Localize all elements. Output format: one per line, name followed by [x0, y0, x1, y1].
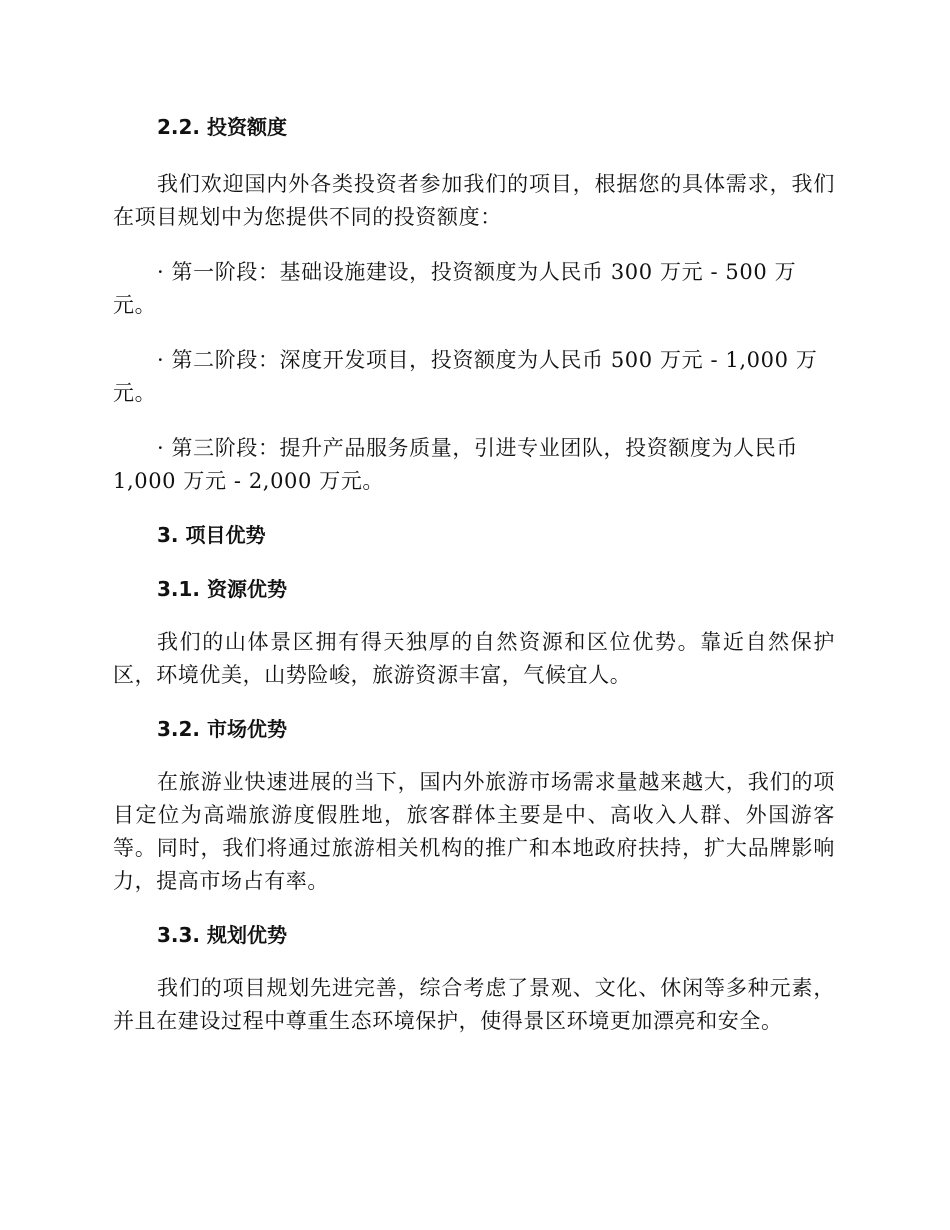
- section-heading-3-3: 3.3. 规划优势: [157, 923, 287, 947]
- paragraph-market-advantage: 在旅游业快速进展的当下，国内外旅游市场需求量越来越大，我们的项目定位为高端旅游度假胜地，旅客群体主要是中、高收入人群、外国游客等。同时，我们将通过旅游相关机构的推广和本地政府扶持，扩大品牌影响力，提高市场占有率。: [113, 770, 835, 893]
- section-heading-3-2: 3.2. 市场优势: [157, 717, 287, 741]
- paragraph-investment-intro: 我们欢迎国内外各类投资者参加我们的项目，根据您的具体需求，我们在项目规划中为您提供不同的投资额度：: [113, 172, 835, 229]
- section-heading-3: 3. 项目优势: [157, 523, 266, 547]
- bullet-stage-2: · 第二阶段：深度开发项目，投资额度为人民币 500 万元 - 1,000 万元。: [113, 348, 818, 405]
- section-heading-3-1: 3.1. 资源优势: [157, 577, 287, 601]
- section-heading-2-2: 2.2. 投资额度: [157, 115, 287, 139]
- paragraph-planning-advantage: 我们的项目规划先进完善，综合考虑了景观、文化、休闲等多种元素，并且在建设过程中尊重生态环境保护，使得景区环境更加漂亮和安全。: [113, 976, 835, 1033]
- bullet-stage-1: · 第一阶段：基础设施建设，投资额度为人民币 300 万元 - 500 万元。: [113, 260, 797, 317]
- paragraph-resource-advantage: 我们的山体景区拥有得天独厚的自然资源和区位优势。靠近自然保护区，环境优美，山势险峻，旅游资源丰富，气候宜人。: [113, 630, 835, 687]
- document-body: [113, 110, 835, 1038]
- bullet-stage-3: · 第三阶段：提升产品服务质量，引进专业团队，投资额度为人民币 1,000 万元 - 2,000 万元。: [113, 436, 798, 493]
